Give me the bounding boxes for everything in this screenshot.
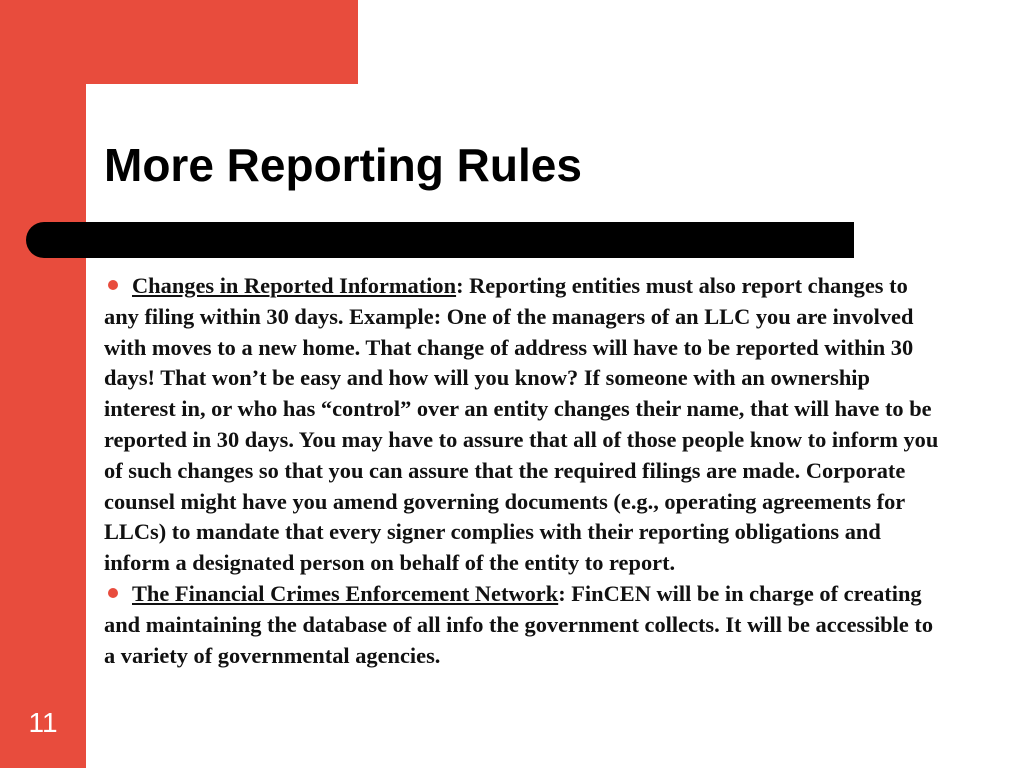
slide-title: More Reporting Rules (104, 139, 582, 191)
bullet-dot-icon (108, 280, 118, 290)
top-accent-band (0, 0, 358, 84)
bullet-text: : FinCEN will be in charge of creating and maintaining the database of all info the government collects. It will be accessible to a variety of governmental agencies. (104, 580, 934, 668)
bullet-dot-icon (108, 588, 118, 598)
title-underline-bar (26, 222, 854, 258)
bullet-item-fincen (104, 579, 946, 671)
bullet-heading: The Financial Crimes Enforcement Network (132, 580, 559, 606)
left-accent-band (0, 0, 86, 768)
slide-number: 11 (28, 707, 58, 738)
bullet-item-changes (104, 271, 946, 579)
bullet-heading: Changes in Reported Information (132, 273, 457, 298)
slide-body (104, 271, 946, 671)
bullet-text: : Reporting entities must also report changes to any filing within 30 days. Example: One of the managers of an LLC you are involved with moves to a new home. That change of address will have to be reported within 30 days! That won’t be easy and how will you know? If someone with an ownership interest in, or who has “control” over an entity changes their name, that will have to be reported in 30 days. You may have to assure that all of those people know to inform you of such changes so that you can assure that the required filings are made. Corporate counsel might have you amend governing documents (e.g., operating agreements for LLCs) to mandate that every signer complies with their reporting obligations and inform a designated person on behalf of the entity to report. (104, 273, 939, 576)
